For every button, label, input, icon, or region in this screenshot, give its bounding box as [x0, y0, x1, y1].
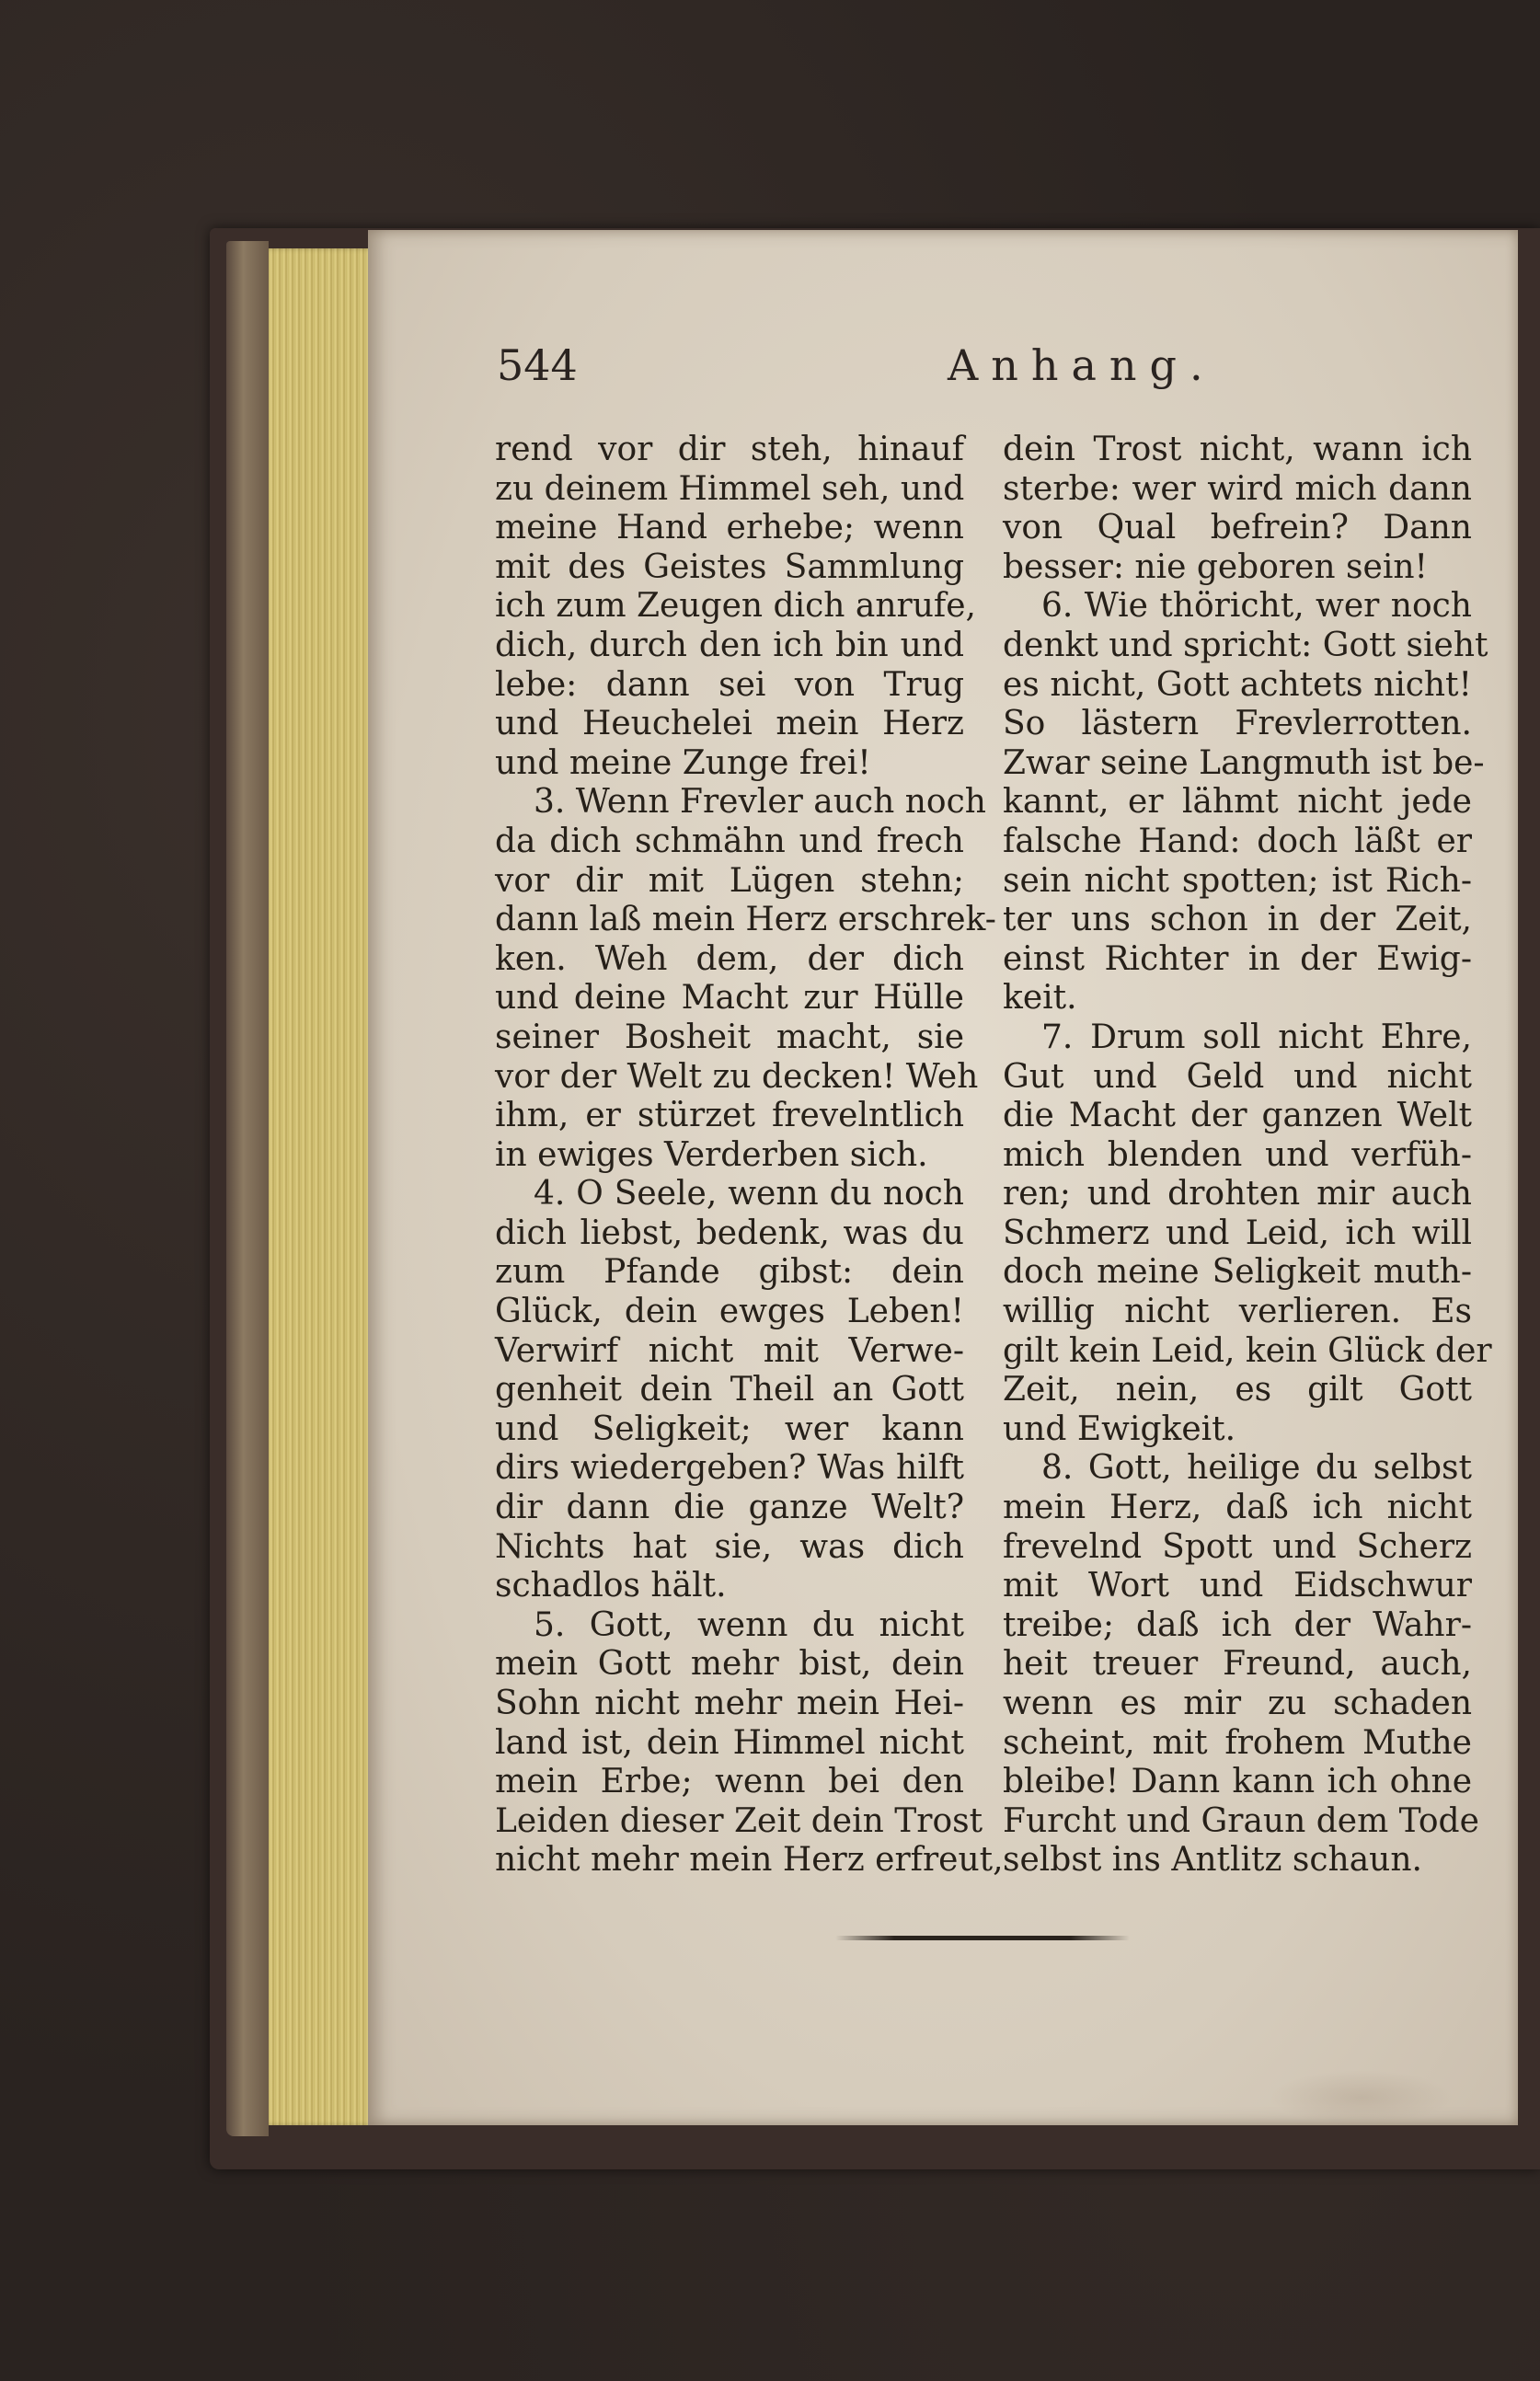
text-line: Glück, dein ewges Leben! [495, 1293, 964, 1331]
text-line: keit. [1003, 979, 1077, 1018]
text-line: land ist, dein Himmel nicht [495, 1723, 964, 1762]
text-line: und meine Zunge frei! [495, 743, 871, 782]
page-header [497, 340, 1490, 396]
text-line: 7. Drum soll nicht Ehre, [1041, 1018, 1472, 1056]
text-line: denkt und spricht: Gott sieht [1003, 626, 1488, 664]
text-line: und Heuchelei mein Herz [495, 705, 964, 743]
text-line: mich blenden und verfüh- [1003, 1135, 1472, 1174]
text-line: ich zum Zeugen dich anrufe, [495, 587, 976, 626]
text-line: treibe; daß ich der Wahr- [1003, 1605, 1472, 1644]
text-line: und deine Macht zur Hülle [495, 979, 964, 1018]
text-line: schadlos hält. [495, 1567, 727, 1605]
text-line: 3. Wenn Frevler auch noch [534, 783, 986, 822]
text-line: mit des Geistes Sammlung [495, 547, 964, 586]
text-line: dir dann die ganze Welt? [495, 1489, 964, 1527]
text-line: Nichts hat sie, was dich [495, 1527, 964, 1566]
text-line: und Ewigkeit. [1003, 1409, 1236, 1448]
text-line: besser: nie geboren sein! [1003, 547, 1428, 586]
text-line: sein nicht spotten; ist Rich- [1003, 861, 1472, 900]
text-line: mein Erbe; wenn bei den [495, 1763, 964, 1801]
text-line: So lästern Frevlerrotten. [1003, 705, 1472, 743]
text-line: und Seligkeit; wer kann [495, 1409, 964, 1448]
text-line: Schmerz und Leid, ich will [1003, 1214, 1472, 1252]
text-line: heit treuer Freund, auch, [1003, 1645, 1472, 1684]
text-line: in ewiges Verderben sich. [495, 1135, 928, 1174]
text-line: meine Hand erhebe; wenn [495, 509, 964, 547]
text-line: dein Trost nicht, wann ich [1003, 431, 1472, 468]
text-line: scheint, mit frohem Muthe [1003, 1723, 1472, 1762]
text-line: zum Pfande gibst: dein [495, 1253, 964, 1292]
text-line: Zwar seine Langmuth ist be- [1003, 743, 1485, 782]
text-line: mit Wort und Eidschwur [1003, 1567, 1472, 1605]
text-line: 8. Gott, heilige du selbst [1041, 1449, 1472, 1488]
text-line: bleibe! Dann kann ich ohne [1003, 1763, 1472, 1801]
text-line: wenn es mir zu schaden [1003, 1685, 1472, 1722]
book-spine-edge [226, 241, 269, 2136]
text-line: dann laß mein Herz erschrek- [495, 901, 996, 939]
text-line: zu deinem Himmel seh, und [495, 469, 965, 508]
text-line: lebe: dann sei von Trug [495, 665, 964, 704]
text-line: gilt kein Leid, kein Glück der [1003, 1331, 1492, 1370]
text-line: genheit dein Theil an Gott [495, 1371, 964, 1409]
text-line: dirs wiedergeben? Was hilft [495, 1449, 964, 1488]
text-line: 4. O Seele, wenn du noch [534, 1175, 964, 1214]
text-line: Leiden dieser Zeit dein Trost [495, 1801, 983, 1840]
text-line: ren; und drohten mir auch [1003, 1175, 1472, 1214]
running-title: Anhang. [948, 340, 1216, 390]
text-line: die Macht der ganzen Welt [1003, 1097, 1472, 1135]
paper-stain [1270, 2070, 1454, 2125]
right-text-column [1003, 431, 1492, 1881]
text-line: ken. Weh dem, der dich [495, 939, 964, 978]
text-line: rend vor dir steh, hinauf [495, 431, 964, 468]
end-rule-divider [835, 1936, 1130, 1940]
text-line: dich liebst, bedenk, was du [495, 1214, 964, 1252]
text-line: Verwirf nicht mit Verwe- [495, 1331, 964, 1370]
text-line: selbst ins Antlitz schaun. [1003, 1841, 1422, 1880]
text-line: von Qual befrein? Dann [1003, 509, 1472, 547]
gilt-page-edges [269, 248, 375, 2125]
text-line: doch meine Seligkeit muth- [1003, 1253, 1472, 1292]
text-line: 6. Wie thöricht, wer noch [1041, 587, 1472, 626]
text-line: ter uns schon in der Zeit, [1003, 901, 1472, 939]
text-line: dich, durch den ich bin und [495, 626, 964, 664]
text-line: ihm, er stürzet frevelntlich [495, 1097, 964, 1135]
text-line: sterbe: wer wird mich dann [1003, 469, 1472, 508]
text-line: vor der Welt zu decken! Weh [495, 1057, 979, 1096]
left-text-column [495, 431, 1004, 1881]
text-line: nicht mehr mein Herz erfreut, [495, 1841, 1004, 1880]
text-line: 5. Gott, wenn du nicht [534, 1605, 964, 1644]
text-line: Furcht und Graun dem Tode [1003, 1801, 1479, 1840]
text-line: da dich schmähn und frech [495, 822, 964, 860]
text-line: es nicht, Gott achtets nicht! [1003, 665, 1472, 704]
text-line: Sohn nicht mehr mein Hei- [495, 1685, 964, 1722]
text-line: falsche Hand: doch läßt er [1003, 822, 1472, 860]
text-line: frevelnd Spott und Scherz [1003, 1527, 1472, 1566]
text-line: kannt, er lähmt nicht jede [1003, 783, 1472, 822]
page-number: 544 [497, 340, 578, 390]
text-line: vor dir mit Lügen stehn; [495, 861, 964, 900]
text-line: mein Gott mehr bist, dein [495, 1645, 964, 1684]
text-line: Zeit, nein, es gilt Gott [1003, 1371, 1472, 1409]
text-line: Gut und Geld und nicht [1003, 1057, 1472, 1096]
text-line: mein Herz, daß ich nicht [1003, 1489, 1472, 1527]
text-line: einst Richter in der Ewig- [1003, 939, 1472, 978]
text-line: seiner Bosheit macht, sie [495, 1018, 964, 1056]
text-line: willig nicht verlieren. Es [1003, 1293, 1472, 1331]
